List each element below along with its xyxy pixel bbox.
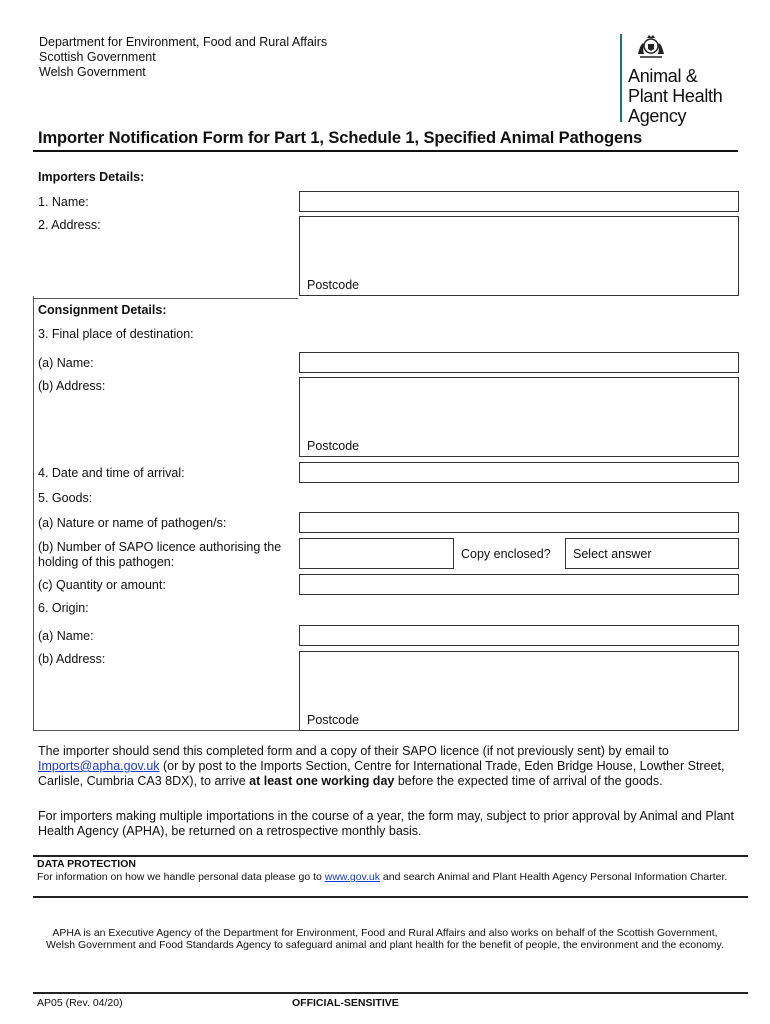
section-divider [33, 298, 298, 299]
importer-address-input[interactable] [299, 216, 739, 296]
footer-rule [33, 992, 748, 994]
copy-enclosed-select[interactable]: Select answer [565, 538, 739, 569]
multiple-imports-paragraph: For importers making multiple importations in the course of a year, the form may, subject to prior approval by Animal and Plant Health Agency (APHA), be returned on a retrospective monthly basis. [38, 809, 734, 838]
importer-name-label: 1. Name: [38, 195, 89, 209]
importer-address-label: 2. Address: [38, 218, 101, 232]
section-frame-left [33, 296, 34, 730]
copy-enclosed-label: Copy enclosed? [461, 547, 551, 561]
importer-section-label: Importers Details: [38, 170, 145, 184]
origin-address-input[interactable] [299, 651, 739, 731]
origin-address-label: (b) Address: [38, 652, 106, 666]
form-reference: AP05 (Rev. 04/20) [37, 997, 123, 1009]
pathogen-input[interactable] [299, 512, 739, 533]
pathogen-label: (a) Nature or name of pathogen/s: [38, 516, 227, 530]
department-defra: Department for Environment, Food and Rural Affairs [39, 35, 328, 49]
data-protection-text: For information on how we handle personal data please go to www.gov.uk and search Animal and Plant Health Agency Personal Information Charter. [37, 871, 728, 883]
security-classification: OFFICIAL-SENSITIVE [292, 997, 399, 1009]
destination-address-input[interactable] [299, 377, 739, 457]
agency-name: Animal & Plant Health Agency [628, 66, 723, 126]
importer-name-input[interactable] [299, 191, 739, 212]
arrival-input[interactable] [299, 462, 739, 483]
destination-label: 3. Final place of destination: [38, 327, 194, 341]
data-protection-bottom-rule [33, 896, 748, 898]
imports-email-link[interactable]: Imports@apha.gov.uk [38, 759, 160, 773]
origin-postcode-label: Postcode [307, 713, 360, 727]
destination-address-label: (b) Address: [38, 379, 106, 393]
quantity-label: (c) Quantity or amount: [38, 578, 166, 592]
gov-uk-link[interactable]: www.gov.uk [324, 871, 381, 883]
origin-name-label: (a) Name: [38, 629, 94, 643]
quantity-input[interactable] [299, 574, 739, 595]
form-title: Importer Notification Form for Part 1, Schedule 1, Specified Animal Pathogens [38, 129, 643, 147]
licence-number-input[interactable] [299, 538, 454, 569]
licence-label: (b) Number of SAPO licence authorising the holding of this pathogen: [38, 540, 282, 569]
section-frame-bottom [33, 730, 299, 731]
destination-name-input[interactable] [299, 352, 739, 373]
origin-label: 6. Origin: [38, 601, 89, 615]
logo-divider [620, 34, 622, 122]
data-protection-heading: DATA PROTECTION [37, 858, 136, 870]
destination-postcode-label: Postcode [307, 439, 360, 453]
department-list [39, 35, 327, 80]
importer-postcode-label: Postcode [307, 278, 360, 292]
royal-crest-icon [634, 32, 668, 60]
department-scottish-gov: Scottish Government [39, 50, 156, 64]
destination-name-label: (a) Name: [38, 356, 94, 370]
data-protection-top-rule [33, 855, 748, 857]
apha-statement: APHA is an Executive Agency of the Department for Environment, Food and Rural Affairs and also works on behalf of the Scottish Government, Welsh Government and Food Standards Agency to safeguard animal and plant health for the benefit of people, the environment and the economy. [46, 927, 724, 951]
instructions-paragraph: The importer should send this completed form and a copy of their SAPO licence (if not previously sent) by email to Imports@apha.gov.uk (or by post to the Imports Section, Centre for International Trade, Eden Bridge House, Lowther Street, Carlisle, Cumbria CA3 8DX), to arrive at least one working day before the expected time of arrival of the goods. [38, 744, 725, 788]
title-divider [33, 150, 738, 152]
consignment-section-label: Consignment Details: [38, 303, 167, 317]
goods-label: 5. Goods: [38, 491, 93, 505]
origin-name-input[interactable] [299, 625, 739, 646]
arrival-label: 4. Date and time of arrival: [38, 466, 185, 480]
apha-logo [618, 32, 748, 124]
department-welsh-gov: Welsh Government [39, 65, 146, 79]
